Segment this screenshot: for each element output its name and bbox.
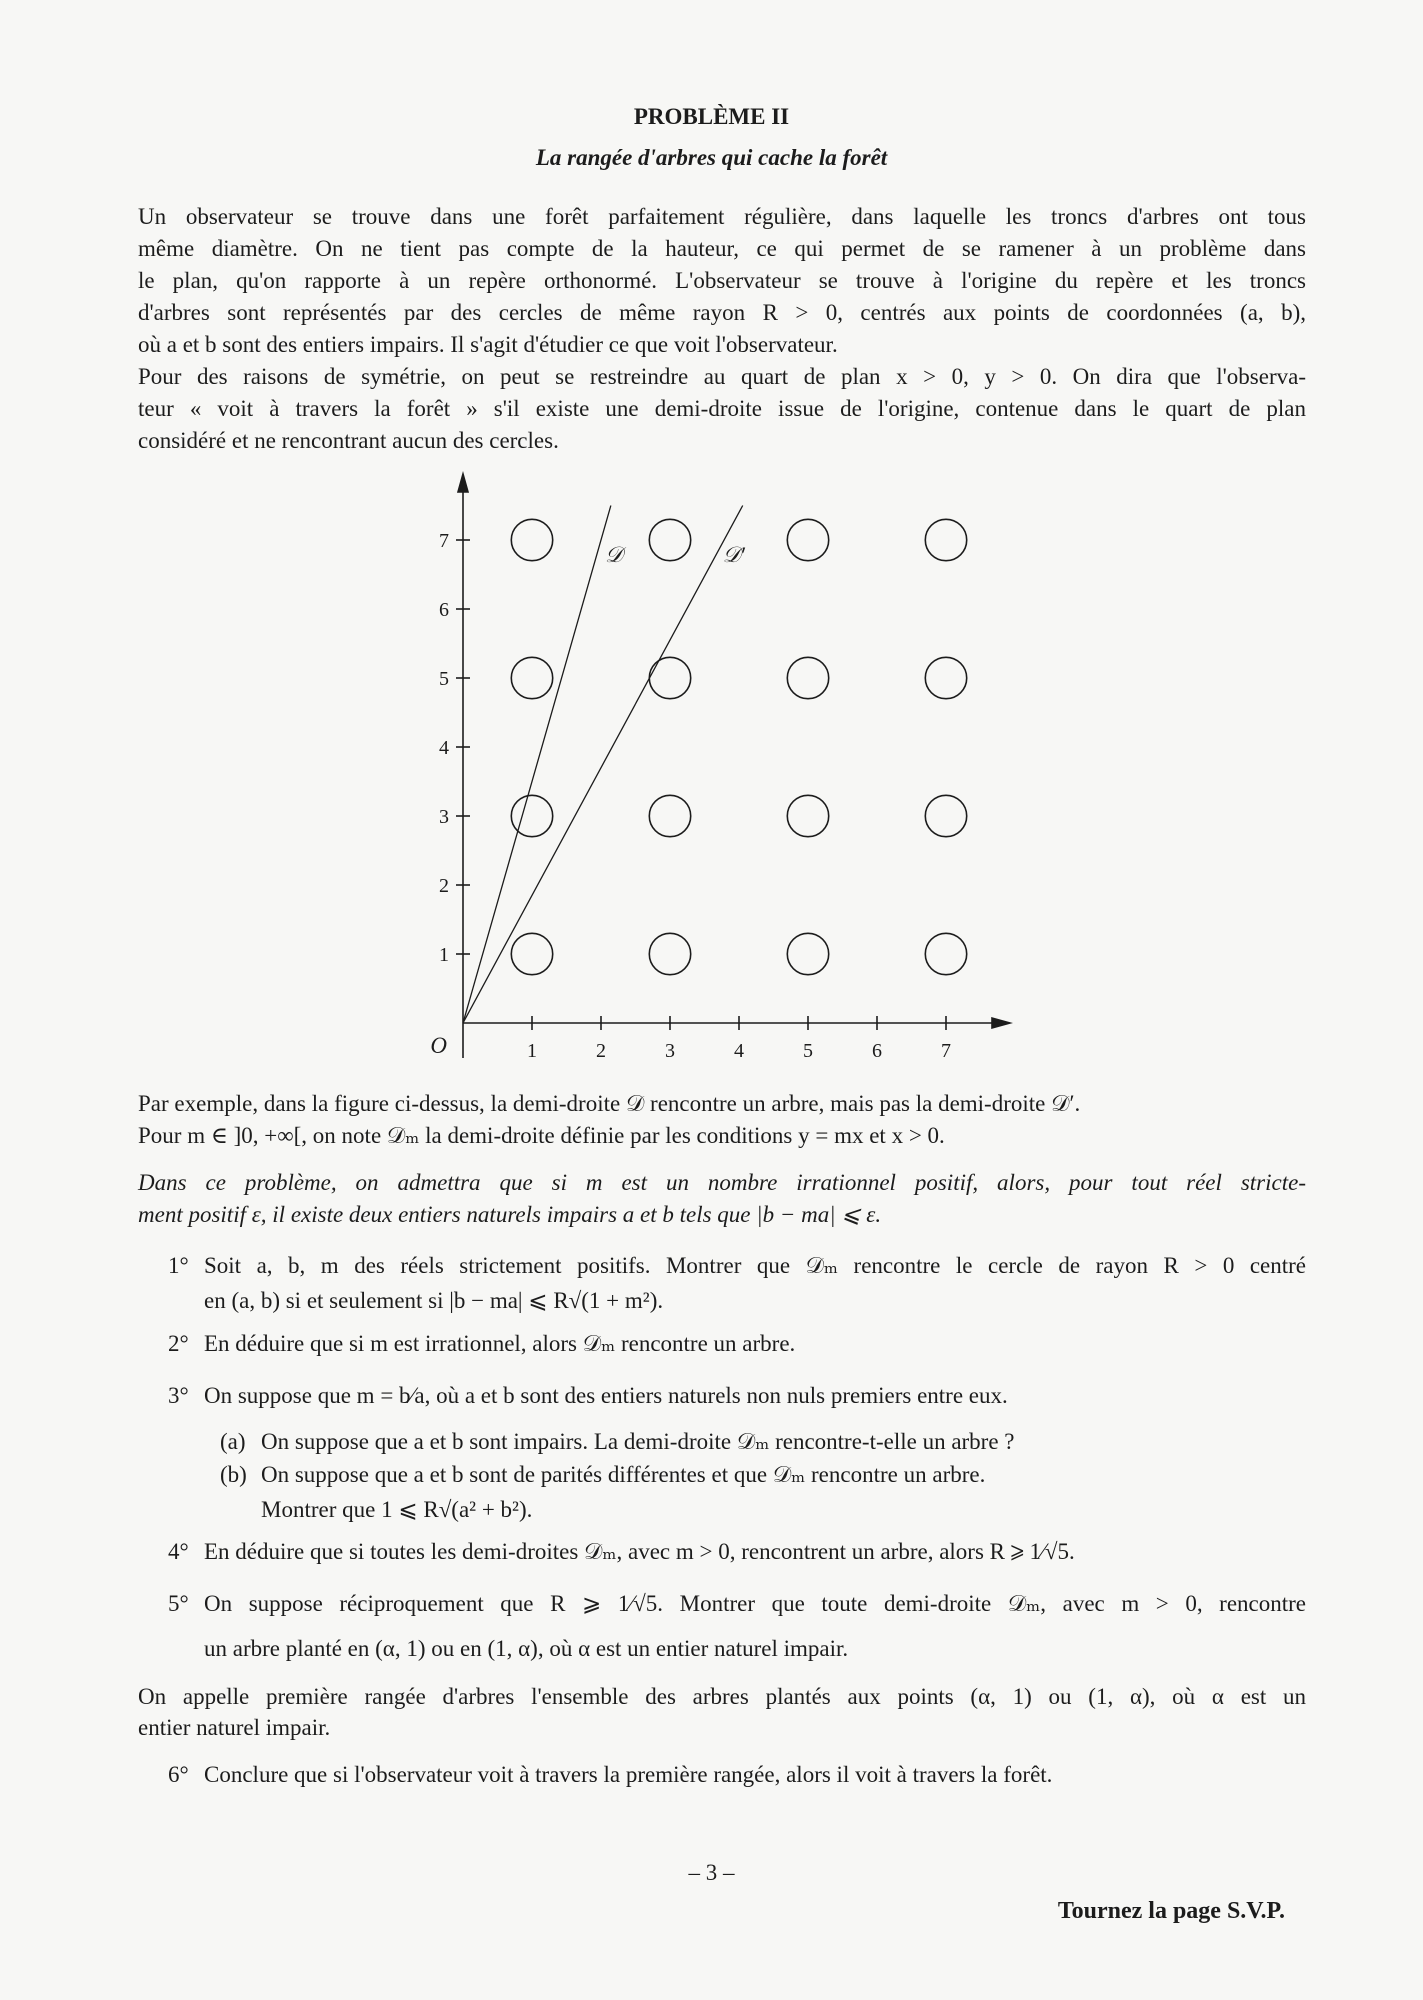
x-tick-label: 5 xyxy=(803,1040,813,1062)
text-line: d'arbres sont représentés par des cercles de même rayon R > 0, centrés aux points de coordonnées (a, b), xyxy=(138,300,1306,325)
tree-circle xyxy=(649,657,690,698)
text-line: en (a, b) si et seulement si |b − ma| ⩽ R√(1 + m²). xyxy=(204,1288,664,1313)
text-line: Pour des raisons de symétrie, on peut se restreindre au quart de plan x > 0, y > 0. On dira que l'observa- xyxy=(138,364,1306,389)
half-line-label: 𝒟′ xyxy=(722,541,745,567)
question-number: 3° xyxy=(168,1383,189,1408)
tree-circle xyxy=(511,933,552,974)
x-tick-label: 1 xyxy=(527,1040,537,1062)
text-line: Un observateur se trouve dans une forêt parfaitement régulière, dans laquelle les troncs d'arbres ont tous xyxy=(138,204,1306,229)
text-line: En déduire que si m est irrationnel, alors 𝒟ₘ rencontre un arbre. xyxy=(204,1331,796,1356)
tree-circle xyxy=(511,657,552,698)
x-axis-arrow xyxy=(992,1018,1010,1028)
text-line: ment positif ε, il existe deux entiers naturels impairs a et b tels que |b − ma| ⩽ ε. xyxy=(138,1202,882,1227)
text-line: On suppose que a et b sont de parités différentes et que 𝒟ₘ rencontre un arbre. xyxy=(261,1462,986,1487)
page-number: – 3 – xyxy=(688,1860,735,1885)
text-line: entier naturel impair. xyxy=(138,1715,331,1740)
text-line: Pour m ∈ ]0, +∞[, on note 𝒟ₘ la demi-droite définie par les conditions y = mx et x > 0. xyxy=(138,1123,945,1148)
question-number: 1° xyxy=(168,1253,189,1278)
tree-circle xyxy=(787,933,828,974)
x-tick-label: 7 xyxy=(941,1040,951,1062)
half-line-label: 𝒟 xyxy=(605,541,623,567)
subquestion-label: (a) xyxy=(220,1429,246,1454)
x-tick-label: 4 xyxy=(734,1040,744,1062)
tree-circle xyxy=(925,519,966,560)
y-tick-label: 6 xyxy=(439,599,449,621)
origin-label: O xyxy=(430,1033,447,1058)
tree-circle xyxy=(787,795,828,836)
text-line: On suppose que a et b sont impairs. La demi-droite 𝒟ₘ rencontre-t-elle un arbre ? xyxy=(261,1429,1015,1454)
text-line: même diamètre. On ne tient pas compte de la hauteur, ce qui permet de se ramener à un problème dans xyxy=(138,236,1306,261)
subquestion-label: (b) xyxy=(220,1462,247,1487)
text-line: Montrer que 1 ⩽ R√(a² + b²). xyxy=(261,1497,533,1522)
question-number: 5° xyxy=(168,1591,189,1616)
tree-circle xyxy=(649,933,690,974)
x-tick-label: 6 xyxy=(872,1040,882,1062)
text-line: On appelle première rangée d'arbres l'ensemble des arbres plantés aux points (α, 1) ou (1, α), où α est un xyxy=(138,1684,1306,1709)
y-axis-arrow xyxy=(458,474,468,492)
question-number: 2° xyxy=(168,1331,189,1356)
tree-circle xyxy=(787,657,828,698)
text-line: un arbre planté en (α, 1) ou en (1, α), où α est un entier naturel impair. xyxy=(204,1636,849,1661)
problem-title: PROBLÈME II xyxy=(633,104,790,129)
tree-circle xyxy=(649,795,690,836)
y-tick-label: 1 xyxy=(439,944,449,966)
half-line xyxy=(463,506,611,1024)
tree-circle xyxy=(925,933,966,974)
tree-circle xyxy=(649,519,690,560)
turn-page-note: Tournez la page S.V.P. xyxy=(1057,1898,1285,1924)
text-line: où a et b sont des entiers impairs. Il s'agit d'étudier ce que voit l'observateur. xyxy=(138,332,838,357)
tree-circle xyxy=(925,795,966,836)
tree-circle xyxy=(787,519,828,560)
question-number: 6° xyxy=(168,1762,189,1787)
text-line: Conclure que si l'observateur voit à travers la première rangée, alors il voit à travers la forêt. xyxy=(204,1762,1053,1787)
y-tick-label: 4 xyxy=(439,737,449,759)
text-line: On suppose que m = b⁄a, où a et b sont des entiers naturels non nuls premiers entre eux. xyxy=(204,1383,1008,1408)
half-line xyxy=(463,506,743,1024)
x-tick-label: 3 xyxy=(665,1040,675,1062)
y-tick-label: 7 xyxy=(439,530,449,552)
text-line: Par exemple, dans la figure ci-dessus, la demi-droite 𝒟 rencontre un arbre, mais pas la demi-droite 𝒟′. xyxy=(138,1091,1081,1116)
text-line: Soit a, b, m des réels strictement positifs. Montrer que 𝒟ₘ rencontre le cercle de rayon R > 0 centré xyxy=(204,1253,1306,1278)
tree-circle xyxy=(511,519,552,560)
y-tick-label: 5 xyxy=(439,668,449,690)
y-tick-label: 3 xyxy=(439,806,449,828)
problem-subtitle: La rangée d'arbres qui cache la forêt xyxy=(535,145,888,170)
text-line: Dans ce problème, on admettra que si m est un nombre irrationnel positif, alors, pour tout réel stricte- xyxy=(138,1170,1306,1195)
question-number: 4° xyxy=(168,1539,189,1564)
y-tick-label: 2 xyxy=(439,875,449,897)
text-line: En déduire que si toutes les demi-droites 𝒟ₘ, avec m > 0, rencontrent un arbre, alors R ⩾ 1⁄√5. xyxy=(204,1539,1075,1564)
x-tick-label: 2 xyxy=(596,1040,606,1062)
text-line: teur « voit à travers la forêt » s'il existe une demi-droite issue de l'origine, contenue dans le quart de plan xyxy=(138,396,1306,421)
text-line: considéré et ne rencontrant aucun des cercles. xyxy=(138,428,559,453)
tree-circle xyxy=(925,657,966,698)
text-line: On suppose réciproquement que R ⩾ 1⁄√5. Montrer que toute demi-droite 𝒟ₘ, avec m > 0, rencontre xyxy=(204,1591,1306,1616)
text-line: le plan, qu'on rapporte à un repère orthonormé. L'observateur se trouve à l'origine du repère et les troncs xyxy=(138,268,1306,293)
